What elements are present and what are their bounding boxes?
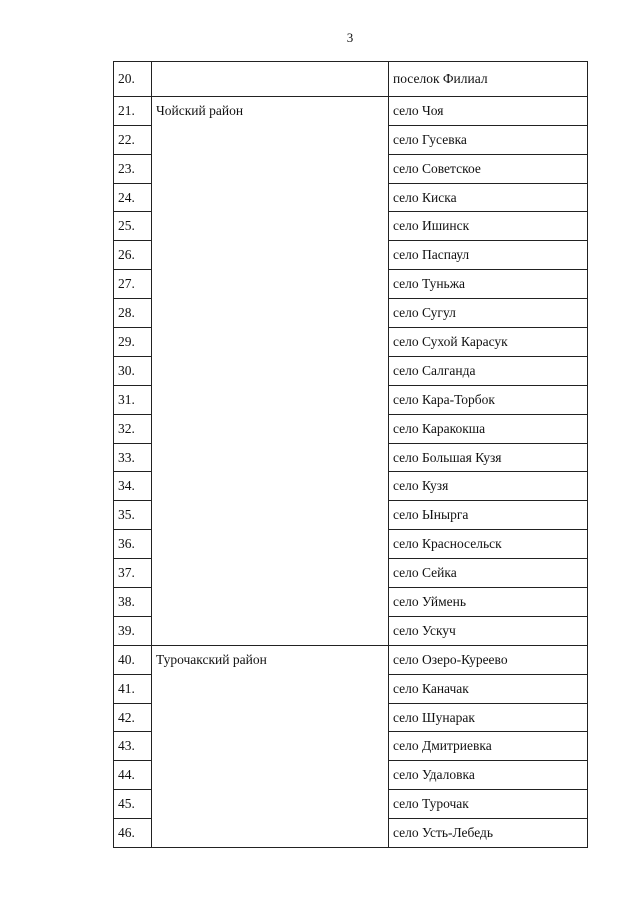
row-number: 34. xyxy=(114,472,152,501)
settlement-name: село Усть-Лебедь xyxy=(389,819,588,848)
page-number: 3 xyxy=(346,30,354,45)
row-number: 39. xyxy=(114,616,152,645)
settlement-name: село Каначак xyxy=(389,674,588,703)
district-name xyxy=(152,62,389,97)
settlement-name: село Сугул xyxy=(389,299,588,328)
settlement-name: село Гусевка xyxy=(389,125,588,154)
row-number: 44. xyxy=(114,761,152,790)
row-number: 41. xyxy=(114,674,152,703)
settlement-name: село Туньжа xyxy=(389,270,588,299)
district-name: Турочакский район xyxy=(152,645,389,847)
settlement-name: село Дмитриевка xyxy=(389,732,588,761)
district-name: Чойский район xyxy=(152,96,389,645)
row-number: 31. xyxy=(114,385,152,414)
settlement-name: село Уймень xyxy=(389,588,588,617)
settlement-name: село Кузя xyxy=(389,472,588,501)
settlement-name: село Озеро-Куреево xyxy=(389,645,588,674)
row-number: 42. xyxy=(114,703,152,732)
row-number: 32. xyxy=(114,414,152,443)
row-number: 35. xyxy=(114,501,152,530)
row-number: 46. xyxy=(114,819,152,848)
row-number: 27. xyxy=(114,270,152,299)
settlement-name: село Шунарак xyxy=(389,703,588,732)
row-number: 22. xyxy=(114,125,152,154)
row-number: 21. xyxy=(114,96,152,125)
row-number: 36. xyxy=(114,530,152,559)
settlement-name: село Каракокша xyxy=(389,414,588,443)
settlement-name: село Ынырга xyxy=(389,501,588,530)
settlement-name: село Большая Кузя xyxy=(389,443,588,472)
row-number: 20. xyxy=(114,62,152,97)
row-number: 33. xyxy=(114,443,152,472)
settlement-name: село Ускуч xyxy=(389,616,588,645)
row-number: 30. xyxy=(114,356,152,385)
settlement-name: село Ишинск xyxy=(389,212,588,241)
table-row xyxy=(114,645,588,674)
row-number: 37. xyxy=(114,559,152,588)
settlement-name: село Удаловка xyxy=(389,761,588,790)
row-number: 43. xyxy=(114,732,152,761)
settlement-name: село Киска xyxy=(389,183,588,212)
settlement-name: село Сейка xyxy=(389,559,588,588)
row-number: 24. xyxy=(114,183,152,212)
settlement-name: село Паспаул xyxy=(389,241,588,270)
row-number: 23. xyxy=(114,154,152,183)
row-number: 25. xyxy=(114,212,152,241)
row-number: 28. xyxy=(114,299,152,328)
settlements-table xyxy=(113,61,588,848)
settlement-name: село Турочак xyxy=(389,790,588,819)
row-number: 26. xyxy=(114,241,152,270)
table-row xyxy=(114,96,588,125)
settlement-name: село Сухой Карасук xyxy=(389,328,588,357)
settlement-name: село Красносельск xyxy=(389,530,588,559)
row-number: 38. xyxy=(114,588,152,617)
settlement-name: поселок Филиал xyxy=(389,62,588,97)
table-row xyxy=(114,62,588,97)
row-number: 40. xyxy=(114,645,152,674)
settlement-name: село Салганда xyxy=(389,356,588,385)
row-number: 45. xyxy=(114,790,152,819)
settlement-name: село Чоя xyxy=(389,96,588,125)
row-number: 29. xyxy=(114,328,152,357)
settlement-name: село Советское xyxy=(389,154,588,183)
settlement-name: село Кара-Торбок xyxy=(389,385,588,414)
settlements-table-body xyxy=(114,62,588,848)
